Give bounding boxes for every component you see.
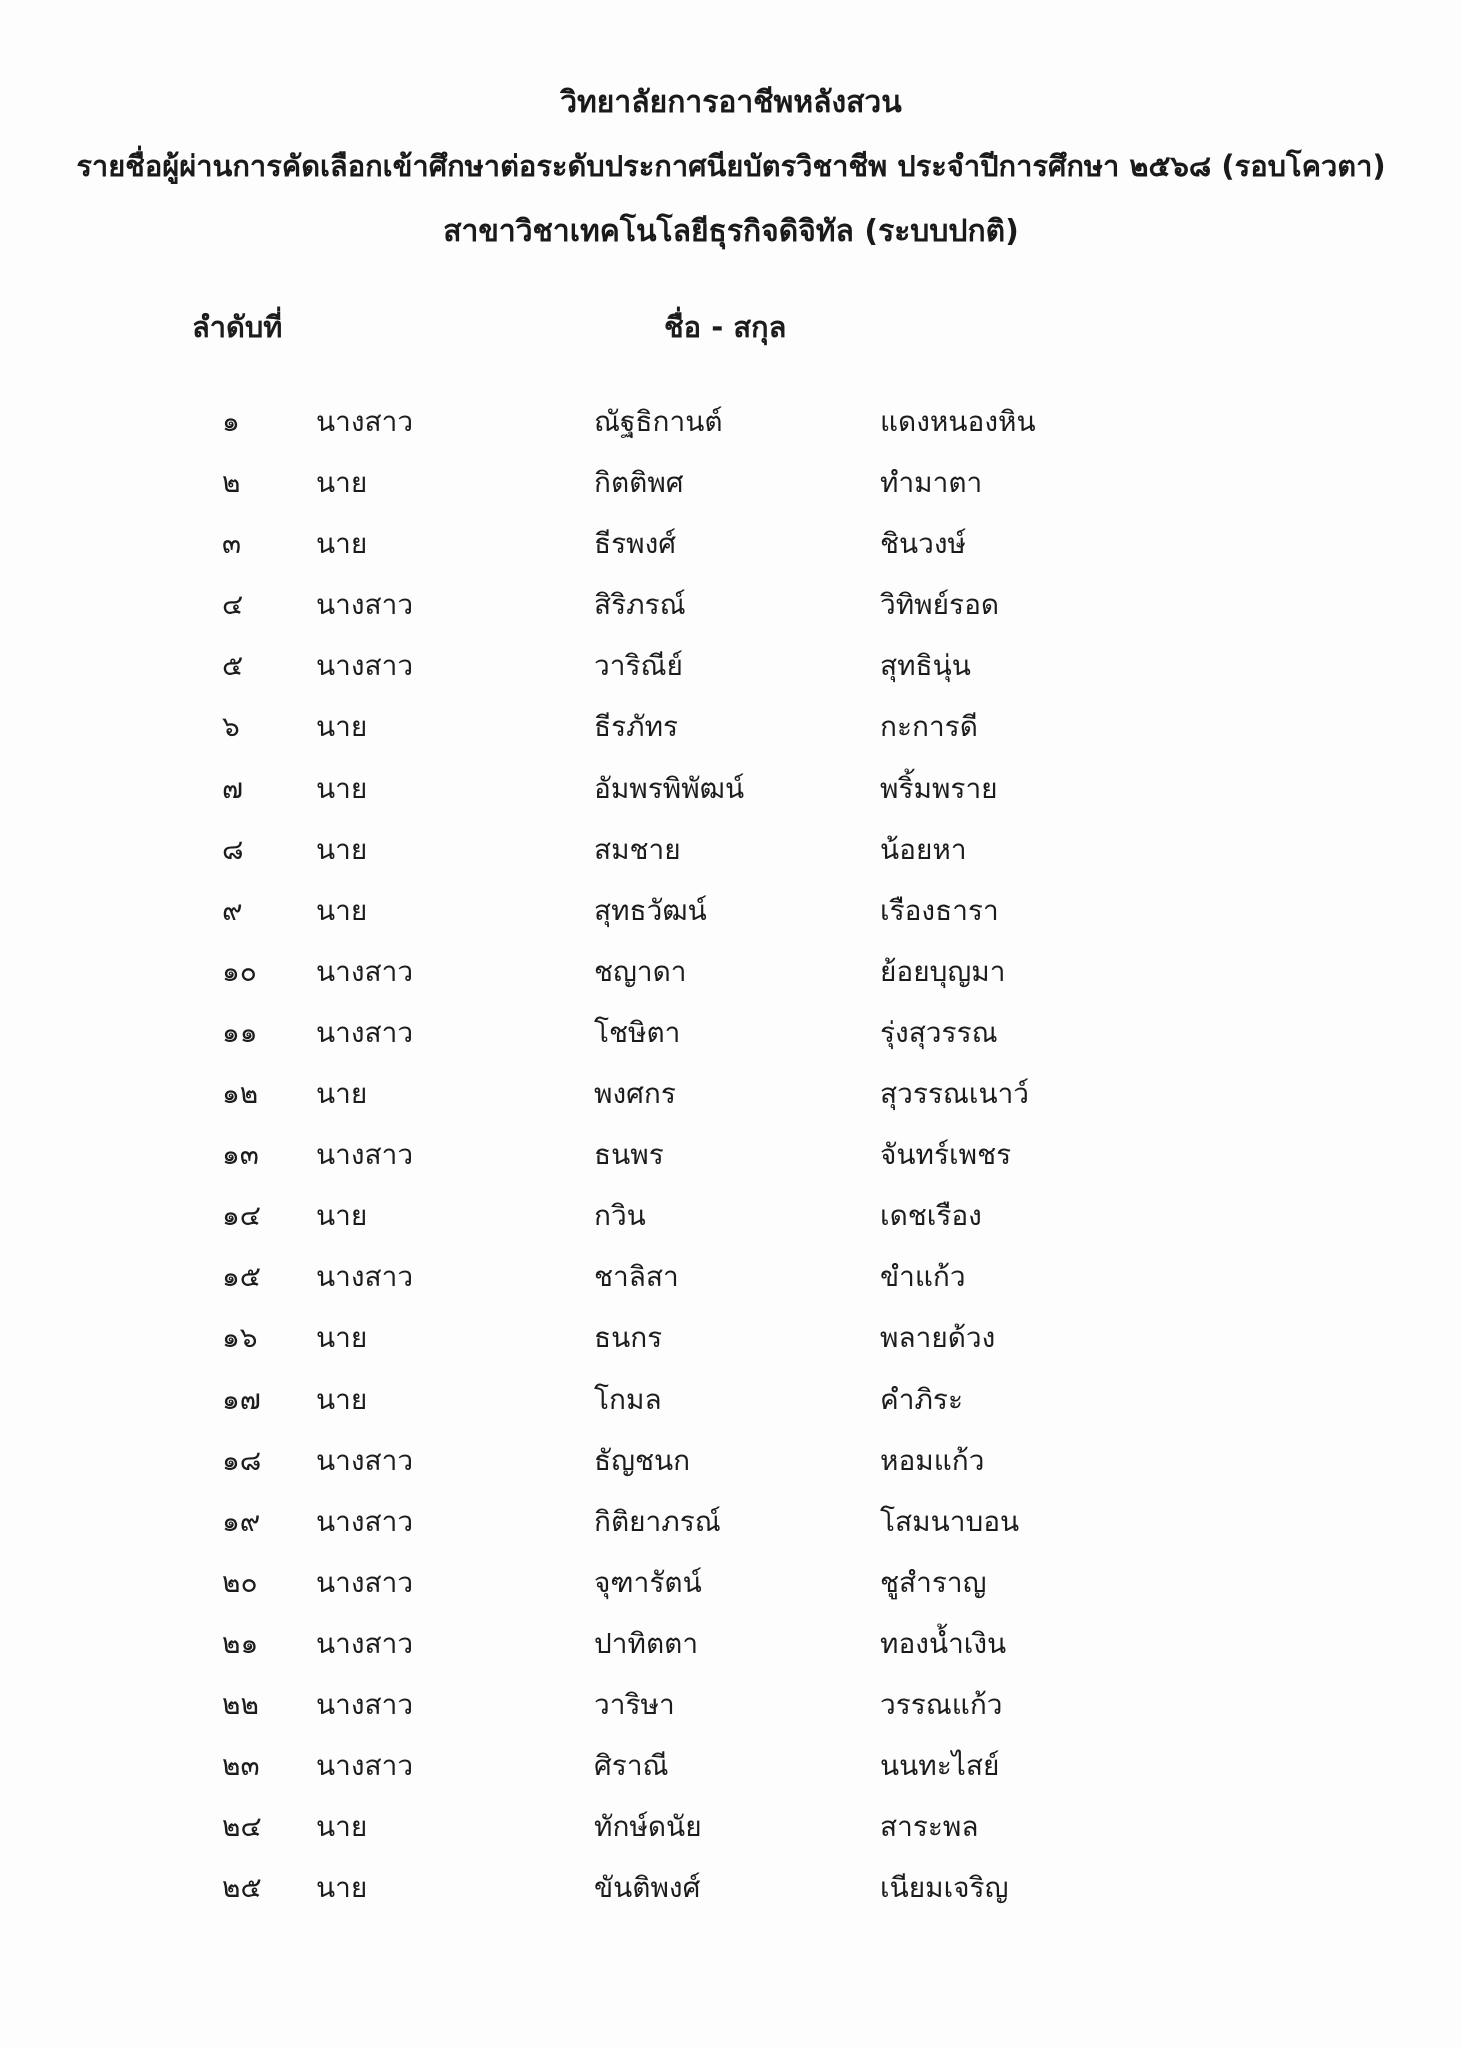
student-row bbox=[0, 1443, 1462, 1508]
student-number: ๑๘ bbox=[222, 1443, 262, 1477]
student-title: นางสาว bbox=[316, 1749, 414, 1783]
student-title: นาย bbox=[316, 1810, 368, 1844]
student-row bbox=[0, 1260, 1462, 1324]
column-header-order: ลำดับที่ bbox=[192, 310, 283, 344]
student-row bbox=[0, 710, 1462, 774]
student-row bbox=[0, 1321, 1462, 1385]
student-row bbox=[0, 1565, 1462, 1630]
student-title: นาย bbox=[316, 710, 368, 744]
student-first-name: กวิน bbox=[594, 1199, 646, 1233]
student-last-name: ชินวงษ์ bbox=[880, 527, 966, 561]
student-last-name: หอมแก้ว bbox=[880, 1443, 985, 1477]
student-number: ๑๑ bbox=[222, 1015, 258, 1049]
student-title: นาย bbox=[316, 832, 368, 866]
student-last-name: แดงหนองหิน bbox=[880, 405, 1036, 438]
student-row bbox=[0, 1015, 1462, 1080]
document-title-announcement: รายชื่อผู้ผ่านการคัดเลือกเข้าศึกษาต่อระดับประกาศนียบัตรวิชาชีพ ประจำปีการศึกษา ๒๕๖๘ (รอบโควตา) bbox=[76, 149, 1386, 183]
student-title: นาย bbox=[316, 771, 368, 805]
student-list bbox=[0, 405, 1462, 1935]
student-number: ๓ bbox=[222, 527, 242, 561]
student-first-name: วาริณีย์ bbox=[594, 649, 683, 683]
student-row bbox=[0, 527, 1462, 591]
student-first-name: อัมพรพิพัฒน์ bbox=[594, 771, 745, 805]
student-number: ๘ bbox=[222, 832, 244, 866]
student-last-name: พริ้มพราย bbox=[880, 771, 998, 805]
student-last-name: เดชเรือง bbox=[880, 1199, 982, 1233]
student-last-name: สุทธินุ่น bbox=[880, 649, 971, 683]
student-first-name: วาริษา bbox=[594, 1687, 675, 1721]
student-row bbox=[0, 1077, 1462, 1141]
student-title: นางสาว bbox=[316, 405, 414, 438]
student-row bbox=[0, 1871, 1462, 1935]
student-last-name: ย้อยบุญมา bbox=[880, 954, 1006, 988]
student-first-name: พงศกร bbox=[594, 1077, 676, 1111]
student-title: นาย bbox=[316, 1321, 368, 1355]
student-last-name: รุ่งสุวรรณ bbox=[880, 1015, 998, 1049]
student-last-name: ทำมาตา bbox=[880, 466, 983, 500]
student-number: ๖ bbox=[222, 710, 240, 744]
student-first-name: ธีรภัทร bbox=[594, 710, 679, 744]
student-row bbox=[0, 1504, 1462, 1569]
student-first-name: ชาลิสา bbox=[594, 1260, 679, 1294]
student-first-name: โชษิตา bbox=[594, 1015, 681, 1049]
student-first-name: โกมล bbox=[594, 1382, 662, 1416]
student-row bbox=[0, 405, 1462, 469]
student-number: ๕ bbox=[222, 649, 244, 683]
student-first-name: ณัฐธิกานต์ bbox=[594, 405, 723, 438]
student-number: ๑๓ bbox=[222, 1138, 259, 1172]
student-number: ๒๑ bbox=[222, 1626, 259, 1660]
student-row bbox=[0, 954, 1462, 1019]
student-title: นางสาว bbox=[316, 1015, 414, 1049]
student-title: นาย bbox=[316, 1871, 368, 1905]
student-first-name: กิติยาภรณ์ bbox=[594, 1504, 721, 1538]
student-number: ๑๐ bbox=[222, 954, 257, 988]
student-first-name: ธนพร bbox=[594, 1138, 664, 1172]
student-last-name: เรืองธารา bbox=[880, 893, 999, 927]
student-last-name: พลายด้วง bbox=[880, 1321, 996, 1355]
student-number: ๙ bbox=[222, 893, 243, 927]
student-number: ๑ bbox=[222, 405, 240, 438]
student-number: ๑๔ bbox=[222, 1199, 261, 1233]
student-number: ๒๕ bbox=[222, 1871, 262, 1905]
student-first-name: ธัญชนก bbox=[594, 1443, 691, 1477]
student-first-name: ปาทิตตา bbox=[594, 1626, 699, 1660]
student-title: นาย bbox=[316, 466, 368, 500]
student-row bbox=[0, 832, 1462, 897]
student-title: นางสาว bbox=[316, 1138, 414, 1172]
student-row bbox=[0, 588, 1462, 652]
student-number: ๑๕ bbox=[222, 1260, 261, 1294]
student-number: ๑๖ bbox=[222, 1321, 258, 1355]
student-first-name: สมชาย bbox=[594, 832, 681, 866]
student-title: นาย bbox=[316, 1077, 368, 1111]
student-title: นาย bbox=[316, 893, 368, 927]
student-last-name: ทองน้ำเงิน bbox=[880, 1626, 1007, 1660]
student-row bbox=[0, 1810, 1462, 1874]
student-number: ๒๐ bbox=[222, 1565, 258, 1599]
student-number: ๒๒ bbox=[222, 1687, 259, 1721]
student-row bbox=[0, 771, 1462, 836]
student-title: นางสาว bbox=[316, 1626, 414, 1660]
student-number: ๒๔ bbox=[222, 1810, 262, 1844]
student-last-name: สุวรรณเนาว์ bbox=[880, 1077, 1030, 1111]
student-last-name: วรรณแก้ว bbox=[880, 1687, 1003, 1721]
student-title: นางสาว bbox=[316, 588, 414, 622]
document-title-department: สาขาวิชาเทคโนโลยีธุรกิจดิจิทัล (ระบบปกติ) bbox=[443, 214, 1019, 249]
student-title: นางสาว bbox=[316, 1565, 414, 1599]
student-number: ๒ bbox=[222, 466, 241, 500]
student-row bbox=[0, 466, 1462, 530]
student-first-name: จุฑารัตน์ bbox=[594, 1565, 702, 1599]
student-first-name: สุทธวัฒน์ bbox=[594, 893, 707, 927]
student-first-name: ศิราณี bbox=[594, 1749, 669, 1783]
student-first-name: ธีรพงศ์ bbox=[594, 527, 677, 561]
student-title: นางสาว bbox=[316, 1504, 414, 1538]
student-row bbox=[0, 1199, 1462, 1263]
student-last-name: คำภิระ bbox=[880, 1382, 963, 1416]
student-number: ๗ bbox=[222, 771, 244, 805]
student-last-name: เนียมเจริญ bbox=[880, 1871, 1009, 1905]
student-number: ๑๒ bbox=[222, 1077, 259, 1111]
student-last-name: น้อยหา bbox=[880, 832, 967, 866]
student-number: ๒๓ bbox=[222, 1749, 260, 1783]
student-row bbox=[0, 1382, 1462, 1447]
student-title: นางสาว bbox=[316, 1687, 414, 1721]
student-number: ๔ bbox=[222, 588, 244, 622]
student-row bbox=[0, 1138, 1462, 1202]
student-title: นางสาว bbox=[316, 1443, 414, 1477]
student-last-name: ขำแก้ว bbox=[880, 1260, 966, 1294]
student-first-name: ชญาดา bbox=[594, 954, 687, 988]
student-title: นางสาว bbox=[316, 1260, 414, 1294]
student-title: นาย bbox=[316, 1382, 368, 1416]
student-last-name: จันทร์เพชร bbox=[880, 1138, 1012, 1172]
student-row bbox=[0, 893, 1462, 958]
student-first-name: กิตติพศ bbox=[594, 466, 684, 500]
student-last-name: วิทิพย์รอด bbox=[880, 588, 1000, 622]
student-number: ๑๙ bbox=[222, 1504, 261, 1538]
student-number: ๑๗ bbox=[222, 1382, 261, 1416]
student-row bbox=[0, 1687, 1462, 1752]
student-title: นางสาว bbox=[316, 649, 414, 683]
document-title-college: วิทยาลัยการอาชีพหลังสวน bbox=[560, 85, 902, 120]
student-title: นางสาว bbox=[316, 954, 414, 988]
student-row bbox=[0, 649, 1462, 713]
student-last-name: โสมนาบอน bbox=[880, 1504, 1020, 1538]
student-last-name: ชูสำราญ bbox=[880, 1565, 987, 1599]
student-last-name: สาระพล bbox=[880, 1810, 979, 1844]
student-row bbox=[0, 1749, 1462, 1813]
student-row bbox=[0, 1626, 1462, 1691]
student-first-name: ธนกร bbox=[594, 1321, 663, 1355]
student-last-name: กะการดี bbox=[880, 710, 978, 744]
student-first-name: สิริภรณ์ bbox=[594, 588, 686, 622]
column-header-name: ชื่อ - สกุล bbox=[664, 310, 787, 344]
student-last-name: นนทะไสย์ bbox=[880, 1749, 1000, 1783]
student-title: นาย bbox=[316, 527, 368, 561]
student-first-name: ทักษ์ดนัย bbox=[594, 1810, 702, 1844]
student-title: นาย bbox=[316, 1199, 368, 1233]
student-first-name: ขันติพงศ์ bbox=[594, 1871, 701, 1905]
